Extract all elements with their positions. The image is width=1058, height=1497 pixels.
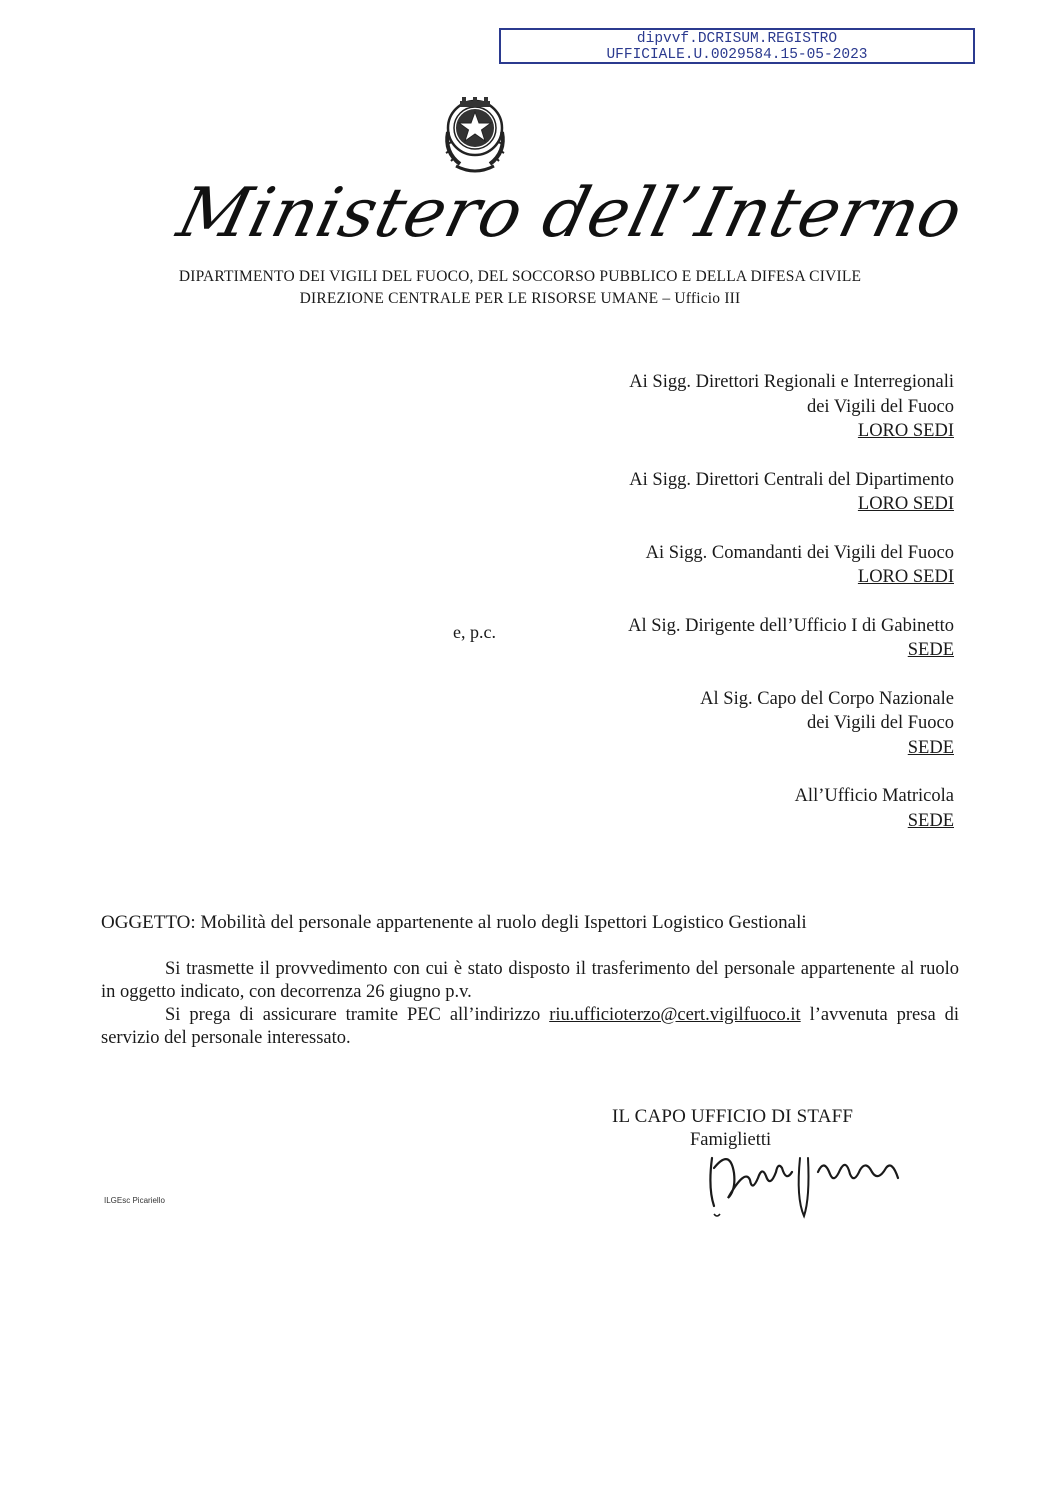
recipient-block — [494, 614, 954, 663]
recipient-place: SEDE — [907, 737, 954, 758]
recipient-line: Ai Sigg. Comandanti dei Vigili del Fuoco — [645, 542, 954, 563]
recipient-block — [494, 370, 954, 444]
body-paragraph: Si trasmette il provvedimento con cui è stato disposto il trasferimento del personale appartenente al ruolo in oggetto indicato, con decorrenza 26 giugno p.v. — [101, 959, 959, 1002]
recipient-block — [494, 541, 954, 590]
signatory-title: IL CAPO UFFICIO DI STAFF — [612, 1106, 854, 1127]
direction-name: DIREZIONE CENTRALE PER LE RISORSE UMANE – Ufficio III — [299, 290, 741, 307]
recipient-block — [494, 687, 954, 761]
italian-republic-emblem-icon — [438, 92, 512, 176]
department-name: DIPARTIMENTO DEI VIGILI DEL FUOCO, DEL SOCCORSO PUBBLICO E DELLA DIFESA CIVILE — [178, 268, 862, 285]
recipient-block — [494, 468, 954, 517]
recipient-line: Al Sig. Dirigente dell’Ufficio I di Gabinetto — [628, 615, 954, 636]
pec-email-link[interactable]: riu.ufficioterzo@cert.vigilfuoco.it — [549, 1005, 801, 1025]
body-text: Si prega di assicurare tramite PEC all’indirizzo — [165, 1005, 550, 1025]
handwritten-signature-icon — [700, 1128, 910, 1228]
recipient-place: LORO SEDI — [857, 421, 954, 441]
letter-subject: OGGETTO: Mobilità del personale appartenente al ruolo degli Ispettori Logistico Gestionali — [101, 912, 807, 933]
recipient-place: SEDE — [907, 640, 954, 660]
letter-body — [101, 958, 959, 1050]
recipient-line: Ai Sigg. Direttori Regionali e Interregionali — [629, 372, 954, 392]
recipient-block — [494, 784, 954, 833]
recipient-line: dei Vigili del Fuoco — [806, 713, 954, 733]
recipient-line: All’Ufficio Matricola — [794, 786, 954, 806]
recipient-line: Al Sig. Capo del Corpo Nazionale — [700, 688, 954, 709]
author-initials: ILGEsc Picariello — [104, 1196, 165, 1205]
cc-label: e, p.c. — [453, 622, 496, 642]
stamp-line-2: UFFICIALE.U.0029584.15-05-2023 — [606, 47, 868, 63]
recipient-place: LORO SEDI — [857, 567, 954, 587]
recipient-place: SEDE — [907, 810, 954, 831]
signatory-name: Famiglietti — [690, 1130, 772, 1150]
recipient-list — [494, 370, 954, 857]
protocol-stamp — [499, 28, 975, 64]
recipient-place: LORO SEDI — [857, 494, 954, 514]
body-paragraph — [101, 1004, 959, 1050]
recipient-line: dei Vigili del Fuoco — [806, 396, 954, 417]
recipient-line: Ai Sigg. Direttori Centrali del Dipartimento — [629, 469, 954, 490]
stamp-line-1: dipvvf.DCRISUM.REGISTRO — [636, 31, 838, 47]
body-text: l’avvenuta presa di servizio del personale interessato. — [101, 1005, 959, 1048]
ministry-heading: Ministero dell’Interno — [170, 174, 971, 253]
